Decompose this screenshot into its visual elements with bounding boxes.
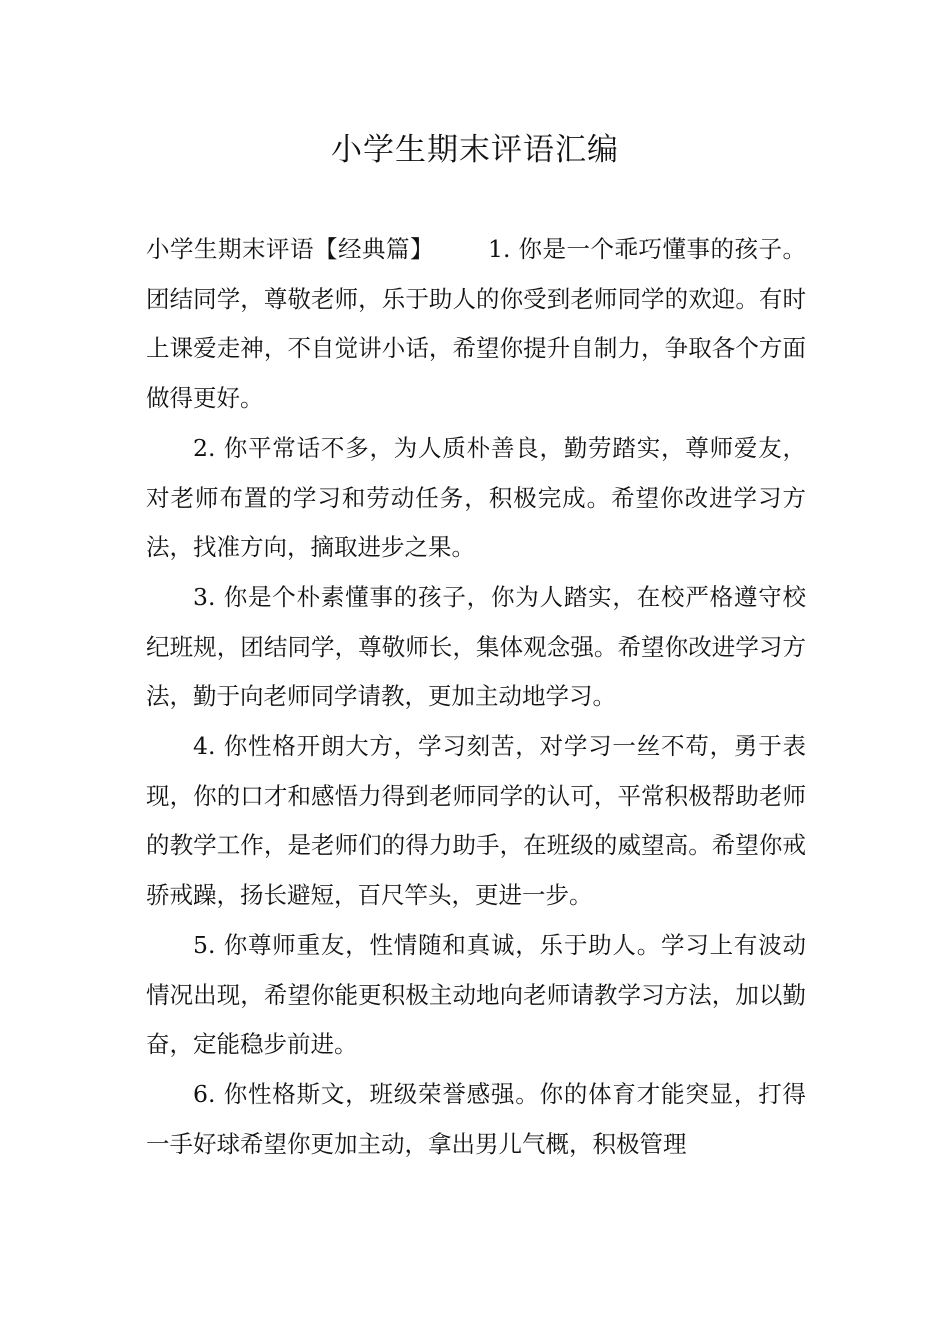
document-title: 小学生期末评语汇编 bbox=[331, 132, 619, 168]
intro-label: 小学生期末评语【经典篇】 bbox=[146, 235, 435, 263]
comment-text-1: 1. 你是一个乖巧懂事的孩子。团结同学，尊敬老师，乐于助人的你受到老师同学的欢迎。有时上课爱走神，不自觉讲小话，希望你提升自制力，争取各个方面做得更好。 bbox=[146, 235, 806, 413]
comment-paragraph-1 bbox=[146, 225, 806, 424]
document-body bbox=[146, 225, 806, 1169]
comment-paragraph-2: 2. 你平常话不多，为人质朴善良，勤劳踏实，尊师爱友，对老师布置的学习和劳动任务，积极完成。希望你改进学习方法，找准方向，摘取进步之果。 bbox=[146, 433, 806, 562]
comment-paragraph-6: 6. 你性格斯文，班级荣誉感强。你的体育才能突显，打得一手好球希望你更加主动，拿出男儿气概，积极管理 bbox=[146, 1079, 806, 1158]
comment-paragraph-4: 4. 你性格开朗大方，学习刻苦，对学习一丝不苟，勇于表现，你的口才和感悟力得到老师同学的认可，平常积极帮助老师的教学工作，是老师们的得力助手，在班级的威望高。希望你戒骄戒躁，扬长避短，百尺竿头，更进一步。 bbox=[146, 732, 806, 910]
comment-paragraph-3: 3. 你是个朴素懂事的孩子，你为人踏实，在校严格遵守校纪班规，团结同学，尊敬师长，集体观念强。希望你改进学习方法，勤于向老师同学请教，更加主动地学习。 bbox=[146, 582, 806, 711]
comment-paragraph-5: 5. 你尊师重友，性情随和真诚，乐于助人。学习上有波动情况出现，希望你能更积极主动地向老师请教学习方法，加以勤奋，定能稳步前进。 bbox=[146, 930, 806, 1059]
